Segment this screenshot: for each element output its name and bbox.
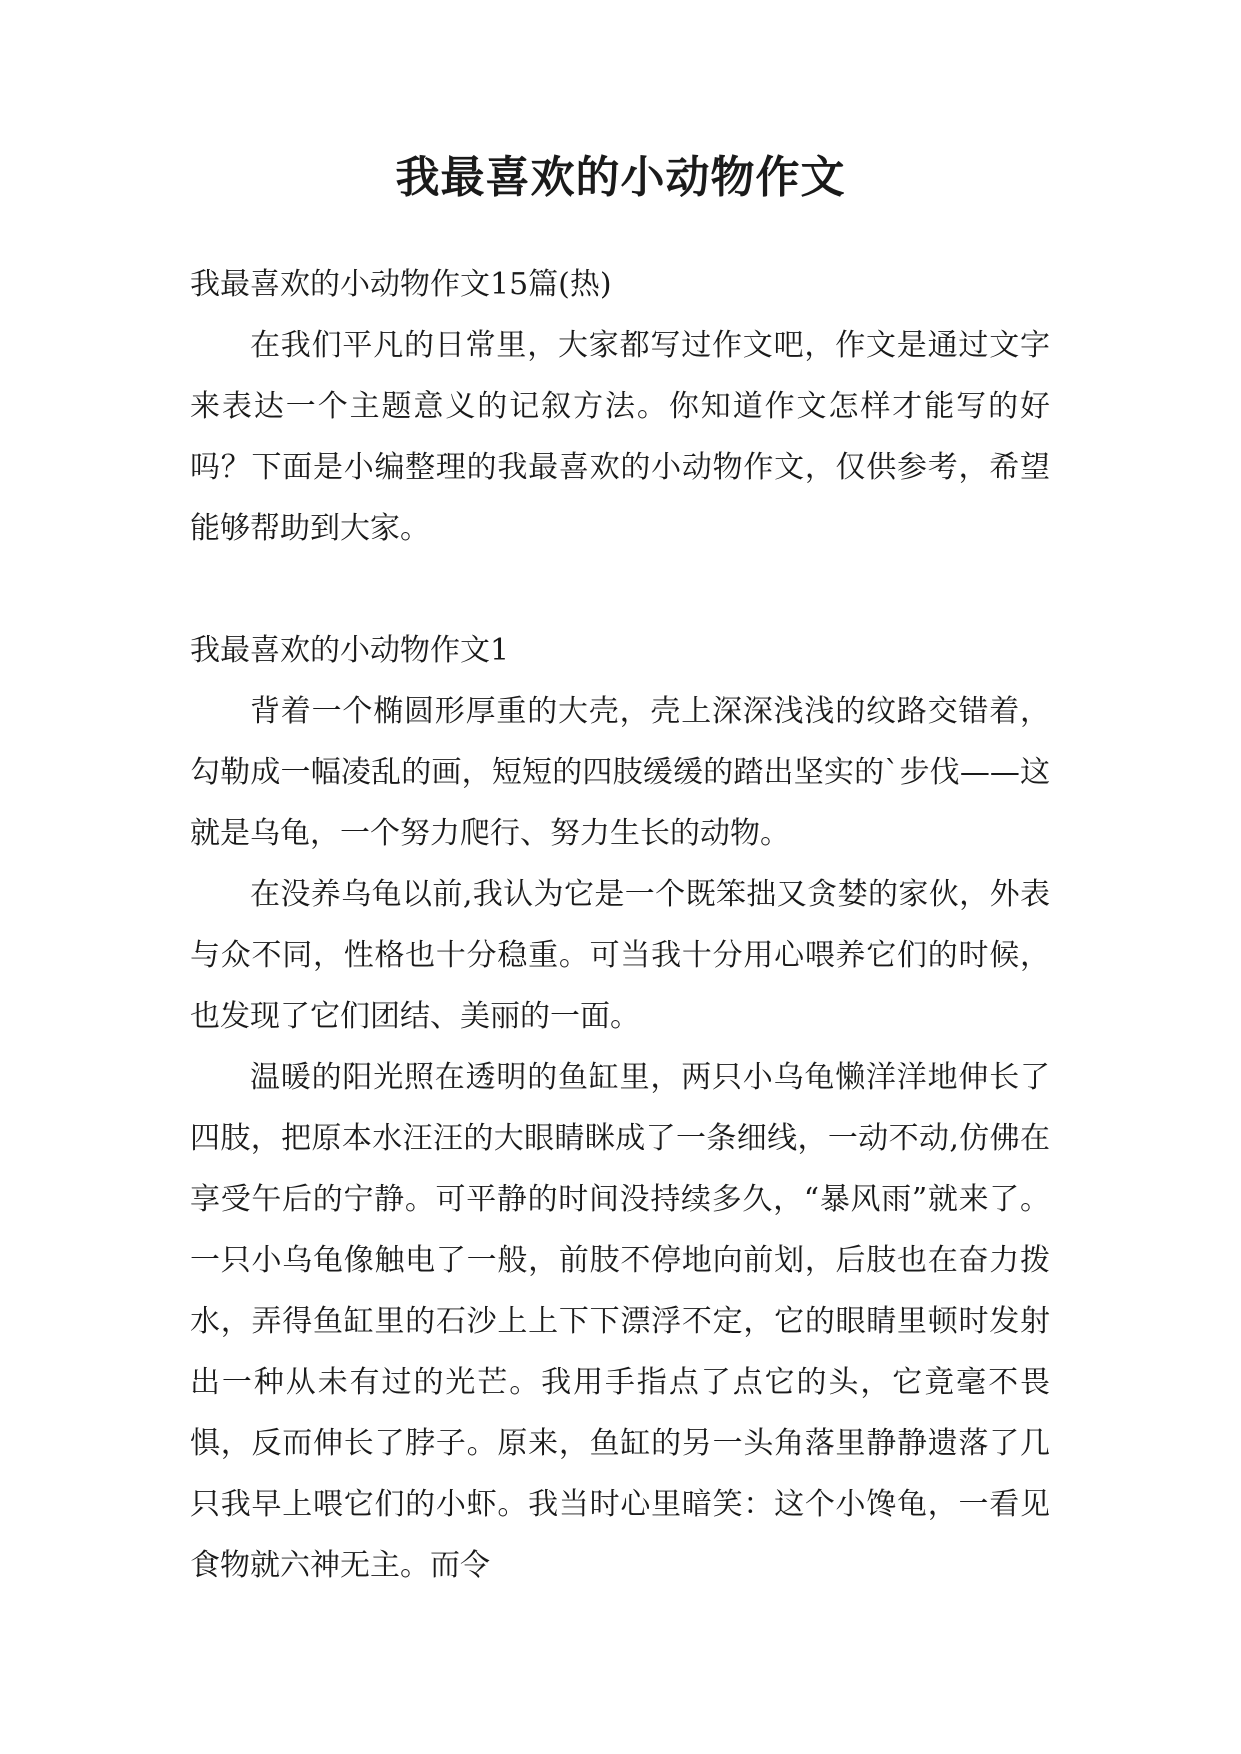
document-subtitle: 我最喜欢的小动物作文15篇(热) [190, 267, 612, 302]
intro-paragraph: 在我们平凡的日常里，大家都写过作文吧，作文是通过文字来表达一个主题意义的记叙方法。你知道作文怎样才能写的好吗？下面是小编整理的我最喜欢的小动物作文，仅供参考，希望能够帮助到大家。 [190, 328, 1050, 546]
document-body [190, 254, 1050, 1596]
body-paragraph: 温暖的阳光照在透明的鱼缸里，两只小乌龟懒洋洋地伸长了四肢，把原本水汪汪的大眼睛眯成了一条细线，一动不动,仿佛在享受午后的宁静。可平静的时间没持续多久，“暴风雨”就来了。一只小乌龟像触电了一般，前肢不停地向前划，后肢也在奋力拨水，弄得鱼缸里的石沙上上下下漂浮不定，它的眼睛里顿时发射出一种从未有过的光芒。我用手指点了点它的头，它竟毫不畏惧，反而伸长了脖子。原来，鱼缸的另一头角落里静静遗落了几只我早上喂它们的小虾。我当时心里暗笑：这个小馋龟，一看见食物就六神无主。而令 [190, 1060, 1050, 1583]
document-title: 我最喜欢的小动物作文 [395, 152, 846, 203]
body-paragraph: 背着一个椭圆形厚重的大壳，壳上深深浅浅的纹路交错着，勾勒成一幅凌乱的画，短短的四肢缓缓的踏出坚实的`步伐——这就是乌龟，一个努力爬行、努力生长的动物。 [190, 694, 1050, 851]
section-heading: 我最喜欢的小动物作文1 [190, 633, 510, 668]
section-spacer [190, 559, 1050, 620]
body-paragraph: 在没养乌龟以前,我认为它是一个既笨拙又贪婪的家伙，外表与众不同，性格也十分稳重。可当我十分用心喂养它们的时候，也发现了它们团结、美丽的一面。 [190, 877, 1050, 1034]
